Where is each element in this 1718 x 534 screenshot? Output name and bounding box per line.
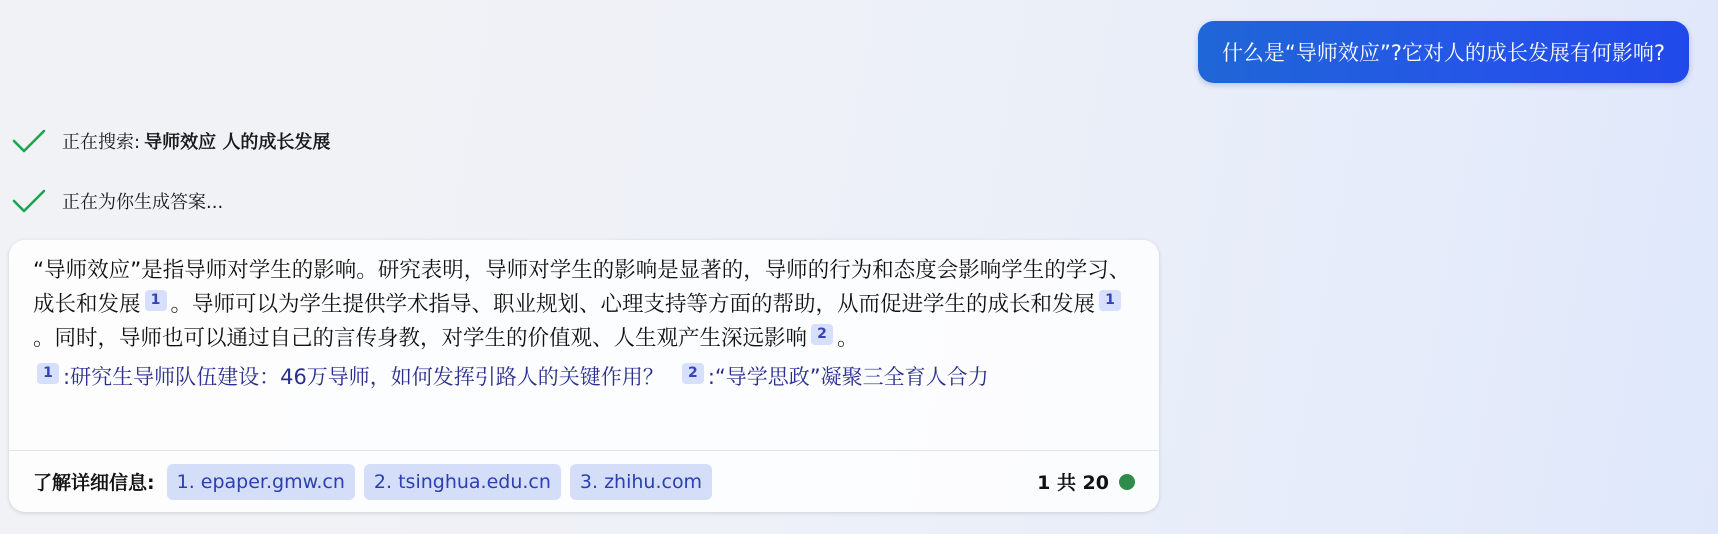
searching-label: 正在搜索:	[62, 132, 141, 153]
search-query: 导师效应 人的成长发展	[144, 132, 331, 153]
status-dot-icon	[1119, 474, 1135, 490]
response-counter: 1 共 20	[1037, 472, 1109, 494]
source-link-epaper[interactable]: 1. epaper.gmw.cn	[167, 464, 355, 500]
learn-more-label: 了解详细信息:	[33, 472, 155, 494]
answer-segment: “导师效应”是指导师对学生的影响。研究表明，导师对学生的影响是显著的，导师的行为和态度会影响学生的学习、成长和发展	[33, 258, 1131, 317]
generating-label: 正在为你生成答案...	[62, 192, 224, 213]
search-progress-row	[12, 126, 330, 156]
generate-progress-row	[12, 186, 223, 216]
answer-text	[9, 240, 1159, 356]
reference-number[interactable]: 2	[682, 363, 704, 384]
reference-list	[9, 356, 1159, 394]
source-link-tsinghua[interactable]: 2. tsinghua.edu.cn	[364, 464, 561, 500]
answer-segment: 。同时，导师也可以通过自己的言传身教，对学生的价值观、人生观产生深远影响	[33, 326, 808, 351]
reference-number[interactable]: 1	[37, 363, 59, 384]
source-link-zhihu[interactable]: 3. zhihu.com	[570, 464, 712, 500]
reference-colon: :	[707, 365, 715, 389]
user-message-bubble	[1198, 21, 1689, 83]
citation-badge[interactable]: 1	[1099, 290, 1121, 311]
answer-segment: 。导师可以为学生提供学术指导、职业规划、心理支持等方面的帮助，从而促进学生的成长和发展	[170, 292, 1096, 317]
reference-link[interactable]: “导学思政”凝聚三全育人合力	[714, 365, 989, 389]
answer-segment: 。	[837, 326, 859, 351]
learn-more-footer	[9, 450, 1159, 512]
checkmark-icon	[12, 126, 48, 156]
reference-link[interactable]: 研究生导师队伍建设：46万导师，如何发挥引路人的关键作用？	[70, 365, 664, 389]
answer-card	[9, 240, 1159, 512]
user-message-text: 什么是“导师效应”?它对人的成长发展有何影响?	[1221, 41, 1665, 65]
reference-colon: :	[63, 365, 71, 389]
citation-badge[interactable]: 1	[145, 290, 167, 311]
citation-badge[interactable]: 2	[811, 324, 833, 345]
checkmark-icon	[12, 186, 48, 216]
